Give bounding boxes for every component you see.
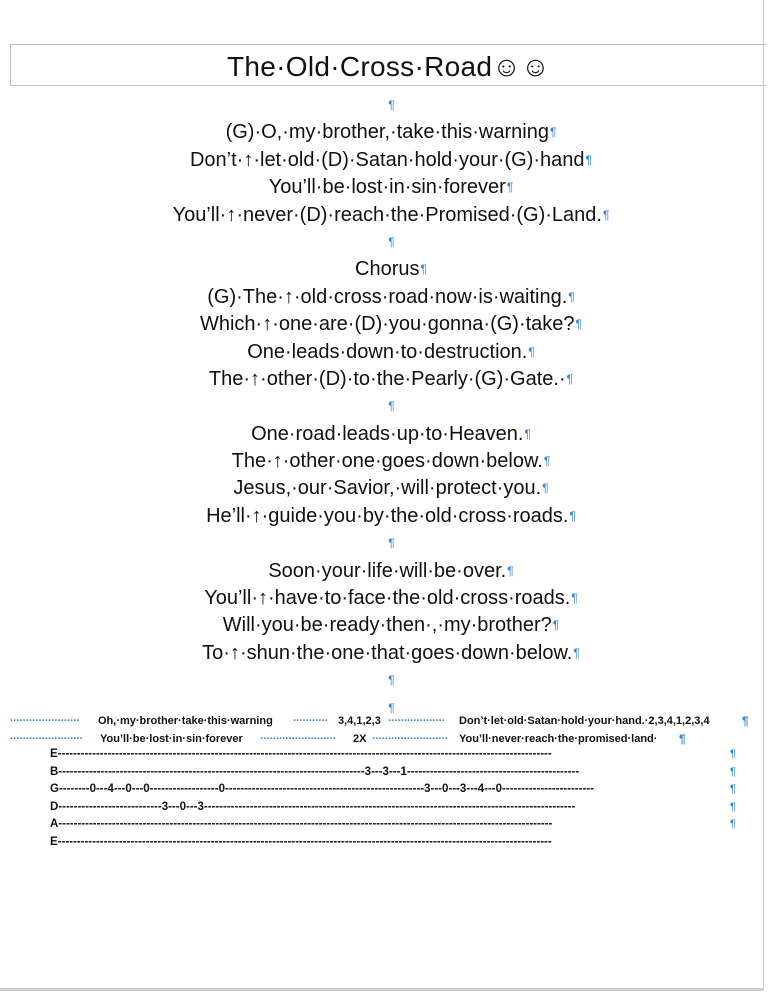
paragraph-mark: ¶	[542, 481, 549, 496]
empty-paragraph	[0, 530, 769, 557]
paragraph-mark: ¶	[571, 591, 578, 606]
tab-string-row	[50, 816, 750, 834]
paragraph-mark: ¶	[573, 645, 580, 660]
lyric-text: One·leads·down·to·destruction.	[247, 340, 528, 363]
paragraph-mark: ¶	[679, 732, 686, 746]
tab-dot-leader: ·······················	[10, 733, 83, 745]
lyric-line	[0, 366, 769, 393]
title-frame	[10, 44, 766, 86]
tab-string-line: A---------------------------------------------------------------------------------------------------------------------------------	[50, 818, 553, 831]
empty-paragraph	[0, 667, 769, 694]
lyric-text: (G)·The·↑·old·cross·road·now·is·waiting.	[207, 285, 568, 308]
paragraph-mark: ¶	[585, 152, 592, 167]
lyric-text: He’ll·↑·guide·you·by·the·old·cross·roads.	[206, 504, 569, 527]
paragraph-mark: ¶	[549, 125, 557, 140]
lyric-text: One·road·leads·up·to·Heaven.	[251, 422, 524, 445]
tab-string-row	[50, 799, 750, 817]
paragraph-mark: ¶	[602, 207, 610, 222]
tab-dot-leader: ······················	[10, 715, 80, 727]
paragraph-mark: ¶	[742, 714, 749, 728]
lyric-text: (G)·O,·my·brother,·take·this·warning	[225, 121, 549, 144]
paragraph-mark: ¶	[575, 317, 582, 332]
paragraph-mark: ¶	[552, 618, 560, 633]
tab-lyric-cue: Oh,·my·brother·take·this·warning	[98, 715, 273, 727]
lyric-line	[0, 256, 769, 283]
tab-count-cue: 2X	[353, 733, 367, 745]
paragraph-mark: ¶	[420, 262, 427, 277]
paragraph-mark: ¶	[730, 765, 736, 778]
lyric-text: Which·↑·one·are·(D)·you·gonna·(G)·take?	[199, 313, 575, 336]
lyric-line	[0, 585, 769, 612]
tab-string-line: E---------------------------------------------------------------------------------------------------------------------------------	[50, 748, 552, 760]
lyric-line	[0, 640, 769, 667]
paragraph-mark: ¶	[569, 508, 576, 523]
lyric-line	[0, 147, 769, 174]
paragraph-mark: ¶	[568, 289, 575, 304]
paragraph-mark: ¶	[524, 426, 531, 441]
lyric-text: You’ll·↑·never·(D)·reach·the·Promised·(G)·Land.	[172, 203, 602, 226]
tablature-block	[10, 712, 760, 848]
paragraph-mark: ¶	[388, 235, 395, 250]
paragraph-mark: ¶	[730, 800, 736, 813]
paragraph-mark: ¶	[543, 454, 551, 469]
lyric-text: The·↑·other·(D)·to·the·Pearly·(G)·Gate.·	[208, 367, 566, 390]
lyric-text: Chorus	[355, 258, 420, 281]
lyric-text: To·↑·shun·the·one·that·goes·down·below.	[202, 641, 573, 664]
lyric-line	[0, 202, 769, 229]
tab-string-line: D---------------------------3---0---3-------------------------------------------------------------------------------------------------	[50, 800, 576, 813]
lyric-text: Jesus,·our·Savior,·will·protect·you.	[233, 477, 542, 500]
tab-string-row	[50, 781, 750, 799]
paragraph-mark: ¶	[730, 748, 736, 760]
lyric-line	[0, 612, 769, 639]
tab-string-line: E---------------------------------------------------------------------------------------------------------------------------------	[50, 835, 552, 848]
tab-staff	[50, 746, 750, 852]
paragraph-mark: ¶	[507, 563, 514, 578]
tab-string-line: G--------0---4---0---0------------------0----------------------------------------------------3---0---3---4---0------------------------	[50, 783, 594, 796]
lyric-text: Soon·your·life·will·be·over.	[268, 559, 507, 582]
paragraph-mark: ¶	[388, 700, 395, 715]
tab-dot-leader: ···········	[293, 715, 328, 727]
paragraph-mark: ¶	[528, 344, 535, 359]
lyric-line	[0, 503, 769, 530]
lyric-text: Don’t·↑·let·old·(D)·Satan·hold·your·(G)·hand	[189, 148, 585, 171]
empty-paragraph	[0, 92, 769, 119]
lyric-line	[0, 339, 769, 366]
paragraph-mark: ¶	[388, 98, 395, 113]
empty-paragraph	[0, 393, 769, 420]
lyric-text: You’ll·↑·have·to·face·the·old·cross·roads.	[204, 587, 571, 610]
empty-paragraph	[0, 229, 769, 256]
lyric-text: The·↑·other·one·goes·down·below.	[231, 450, 543, 473]
tab-lyric-cue: You’ll·never·reach·the·promised·land·	[459, 733, 658, 745]
tab-dot-leader: ························	[260, 733, 336, 745]
paragraph-mark: ¶	[388, 536, 395, 551]
paragraph-mark: ¶	[388, 399, 395, 414]
paragraph-mark: ¶	[730, 783, 736, 796]
paragraph-mark: ¶	[566, 371, 574, 386]
tab-count-cue: 3,4,1,2,3	[338, 715, 381, 727]
tab-string-row	[50, 834, 750, 852]
tab-string-row	[50, 764, 750, 782]
lyric-line	[0, 475, 769, 502]
lyric-line	[0, 284, 769, 311]
tab-dot-leader: ························	[372, 733, 448, 745]
paragraph-mark: ¶	[730, 818, 736, 831]
lyric-line	[0, 558, 769, 585]
lyric-line	[0, 119, 769, 146]
lyric-line	[0, 448, 769, 475]
tab-header-row-1	[10, 712, 760, 730]
tab-string-line: B--------------------------------------------------------------------------------3---3---1---------------------------------------------	[50, 765, 580, 778]
lyric-line	[0, 311, 769, 338]
tab-lyric-cue: You’ll·be·lost·in·sin·forever	[100, 733, 243, 745]
lyric-text: You’ll·be·lost·in·sin·forever	[268, 176, 506, 199]
lyric-line	[0, 174, 769, 201]
lyric-text: Will·you·be·ready·then·,·my·brother?	[222, 614, 552, 637]
paragraph-mark: ¶	[506, 180, 514, 195]
tab-dot-leader: ··················	[388, 715, 445, 727]
paragraph-mark: ¶	[388, 673, 395, 688]
lyrics-block	[0, 92, 769, 722]
lyric-line	[0, 421, 769, 448]
song-title: The·Old·Cross·Road☺☺	[226, 51, 551, 82]
tab-lyric-cue: Don’t·let·old·Satan·hold·your·hand.·2,3,4,1,2,3,4	[459, 715, 710, 727]
tab-string-row	[50, 746, 750, 764]
